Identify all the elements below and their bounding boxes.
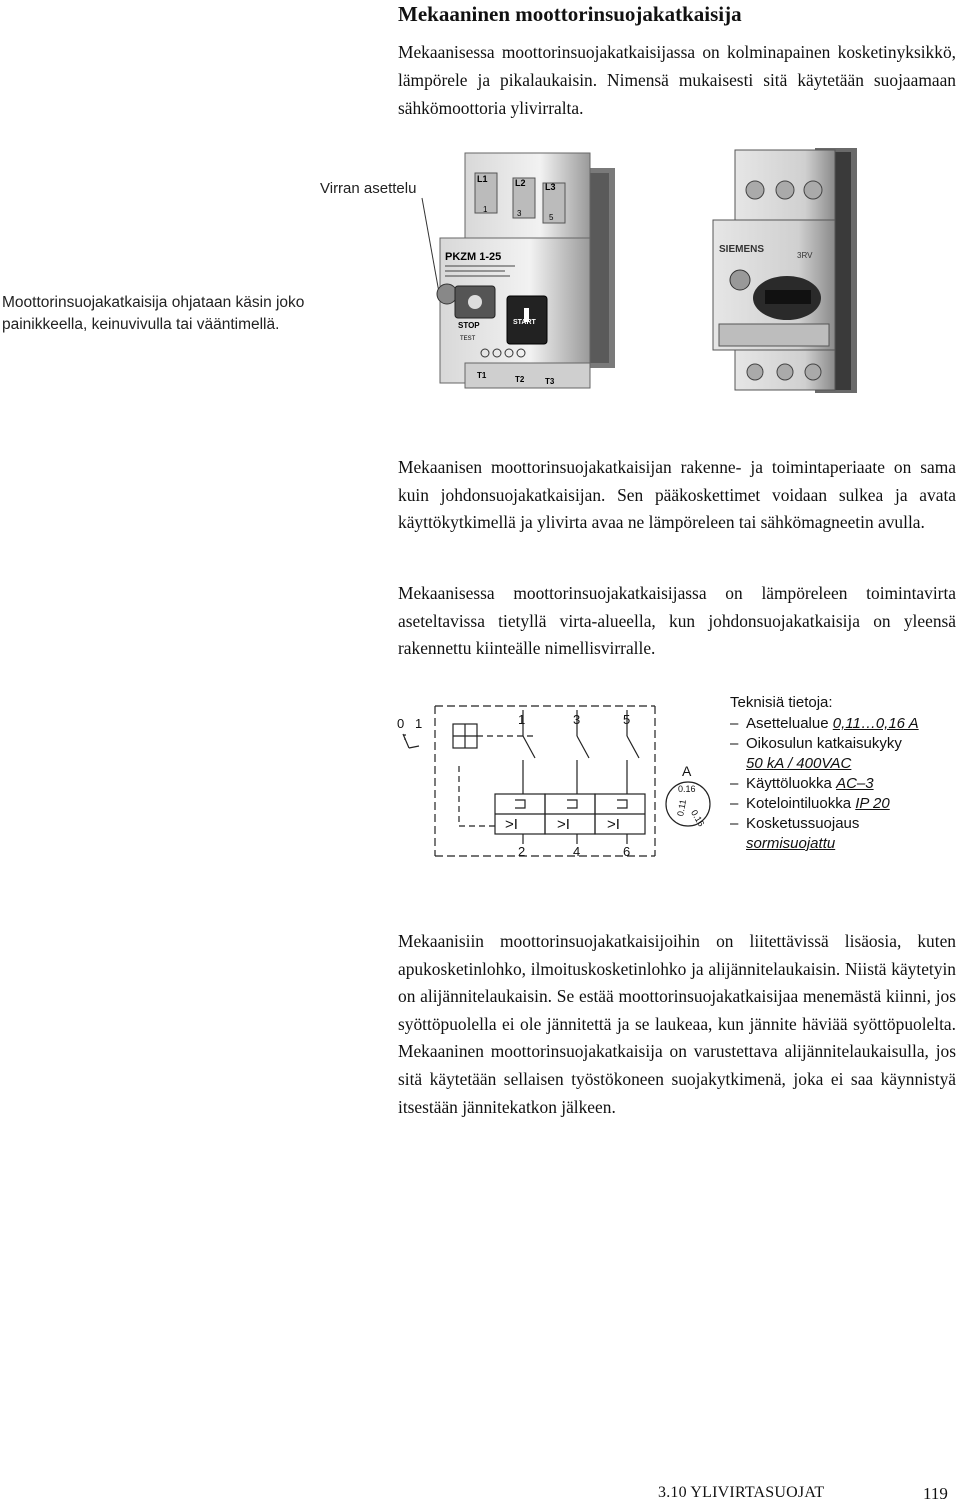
technical-data-title: Teknisiä tietoja: — [730, 694, 833, 711]
start-label: START — [513, 319, 536, 326]
switch-label-1: 1 — [415, 716, 423, 731]
intro-paragraph: Mekaanisessa moottorinsuojakatkaisijassa on kolminapainen kosketinyksikkö, lämpörele ja pikalaukaisin. Nimensä mukaisesti sitä käytetään suojaamaan sähkömoottoria ylivirralta. — [398, 42, 956, 118]
schematic-terminal-5: 5 — [623, 712, 631, 727]
tech-item-breaking-capacity-value: 50 kA / 400VAC — [746, 755, 852, 772]
dial-value-top: 0.16 — [678, 784, 696, 794]
terminal-L1: L1 — [477, 174, 488, 184]
circuit-schematic — [395, 696, 725, 866]
brand-label: SIEMENS — [719, 244, 765, 255]
paragraph-structure: Mekaanisen moottorinsuojakatkaisijan rakenne- ja toimintaperiaate on sama kuin johdonsuojakatkaisijan. Sen pääkoskettimet voidaan sulkea ja avata käyttökytkimellä ja ylivirta avaa ne lämpöreleen tai sähkömagneetin avulla. — [398, 457, 956, 532]
terminal-5: 5 — [549, 213, 554, 222]
footer-section-title: 3.10 YLIVIRTASUOJAT — [658, 1484, 825, 1501]
paragraph-accessories: Mekaanisiin moottorinsuojakatkaisijoihin on liitettävissä lisäosia, kuten apukosketinlohko, ilmoituskosketinlohko ja alijännitelaukaisin. Niistä käytetyin on alijännitelaukaisin. Se estää moottorinsuojakatkaisijaa menemästä kiinni, jos syöttöpuolella ei ole jännitettä ja se laukeaa, kun jännite häviää syöttöpuolelta. Mekaaninen moottorinsuojakatkaisija on varustettava alijännitelaukaisulla, jos sitä käytetään sellaisen työstökoneen suojakytkimenä, joka ei saa käynnistyä itsestään jännitekatkon jälkeen. — [398, 931, 956, 1117]
dial-value-right: 0.16 — [689, 808, 707, 829]
technical-data — [730, 693, 919, 854]
section-heading: Mekaaninen moottorinsuojakatkaisija — [398, 2, 742, 26]
tech-item-setting-range: – Asettelualue 0,11…0,16 A — [730, 715, 919, 732]
schematic-terminal-1: 1 — [518, 712, 526, 727]
tech-item-breaking-capacity: – Oikosulun katkaisukyky — [730, 735, 902, 752]
terminal-3: 3 — [517, 209, 522, 218]
motor-protector-photo-right — [705, 140, 865, 395]
right-model-label: 3RV — [797, 251, 813, 260]
switch-label-0: 0 — [397, 716, 405, 731]
current-setting-callout: Virran asettelu — [320, 180, 417, 197]
terminal-T2: T2 — [515, 375, 525, 384]
schematic-terminal-2: 2 — [518, 844, 526, 859]
terminal-L3: L3 — [545, 182, 556, 192]
terminal-T3: T3 — [545, 377, 555, 386]
motor-protector-photo-left — [425, 148, 625, 398]
test-label: TEST — [460, 336, 476, 342]
tech-item-touch-protection: – Kosketussuojaus — [730, 815, 860, 832]
schematic-terminal-4: 4 — [573, 844, 581, 859]
dial-value-left: 0.11 — [675, 798, 689, 818]
figure-caption: Moottorinsuojakatkaisija ohjataan käsin joko painikkeella, keinuvivulla tai vääntimellä. — [2, 294, 305, 333]
terminal-1: 1 — [483, 205, 488, 214]
schematic-terminal-6: 6 — [623, 844, 631, 859]
trip-label-2: >I — [557, 816, 570, 833]
stop-label: STOP — [458, 321, 480, 330]
tech-item-enclosure-class: – Kotelointiluokka IP 20 — [730, 795, 890, 812]
trip-label-1: >I — [505, 816, 518, 833]
paragraph-setting-range: Mekaanisessa moottorinsuojakatkaisijassa on lämpöreleen toimintavirta aseteltavissa tietyllä virta-alueella, kun johdonsuojakatkaisija on yleensä rakennettu kiinteälle nimellisvirralle. — [398, 583, 956, 658]
page-number: 119 — [923, 1484, 948, 1503]
trip-label-3: >I — [607, 816, 620, 833]
terminal-L2: L2 — [515, 178, 526, 188]
schematic-terminal-3: 3 — [573, 712, 581, 727]
dial-unit: A — [682, 763, 692, 779]
device-model: PKZM 1-25 — [445, 251, 502, 263]
tech-item-touch-protection-value: sormisuojattu — [746, 835, 836, 852]
tech-item-utilization-category: – Käyttöluokka AC–3 — [730, 775, 874, 792]
terminal-T1: T1 — [477, 371, 487, 380]
